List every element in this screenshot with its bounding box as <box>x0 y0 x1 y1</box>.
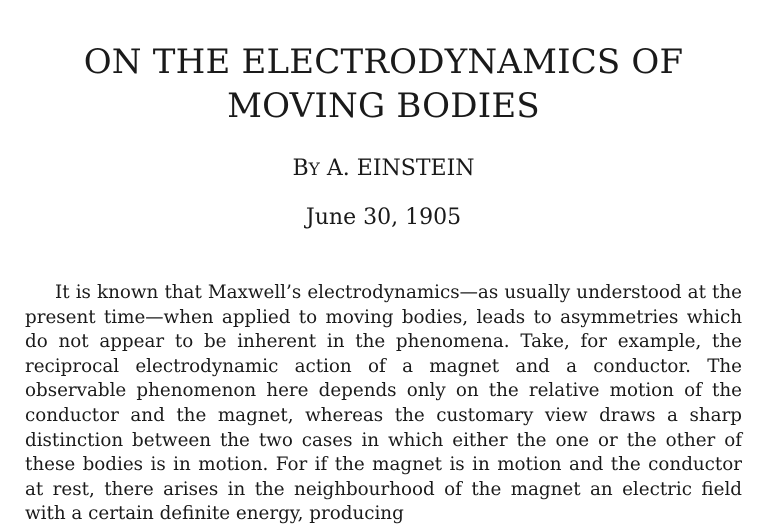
body-paragraph: It is known that Maxwell’s electrodynamics—as usually understood at the present time—when applied to moving bodies, leads to asymmetries which do not appear to be inherent in the phenomena. Take, for example, the reciprocal electrodynamic action of a magnet and a conductor. The observable phenomenon here depends only on the relative motion of the conductor and the magnet, whereas the customary view draws a sharp distinction between the two cases in which either the one or the other of these bodies is in motion. For if the magnet is in motion and the conductor at rest, there arises in the neighbourhood of the magnet an electric field with a certain definite energy, producing <box>25 282 742 525</box>
author-name: A. EINSTEIN <box>326 156 475 181</box>
byline-by-initial: B <box>292 156 309 181</box>
paper-title: ON THE ELECTRODYNAMICS OF MOVING BODIES <box>83 42 684 126</box>
author-byline <box>0 155 767 184</box>
byline-by-smallcaps: Y <box>308 160 320 180</box>
paper-date: June 30, 1905 <box>305 205 462 230</box>
